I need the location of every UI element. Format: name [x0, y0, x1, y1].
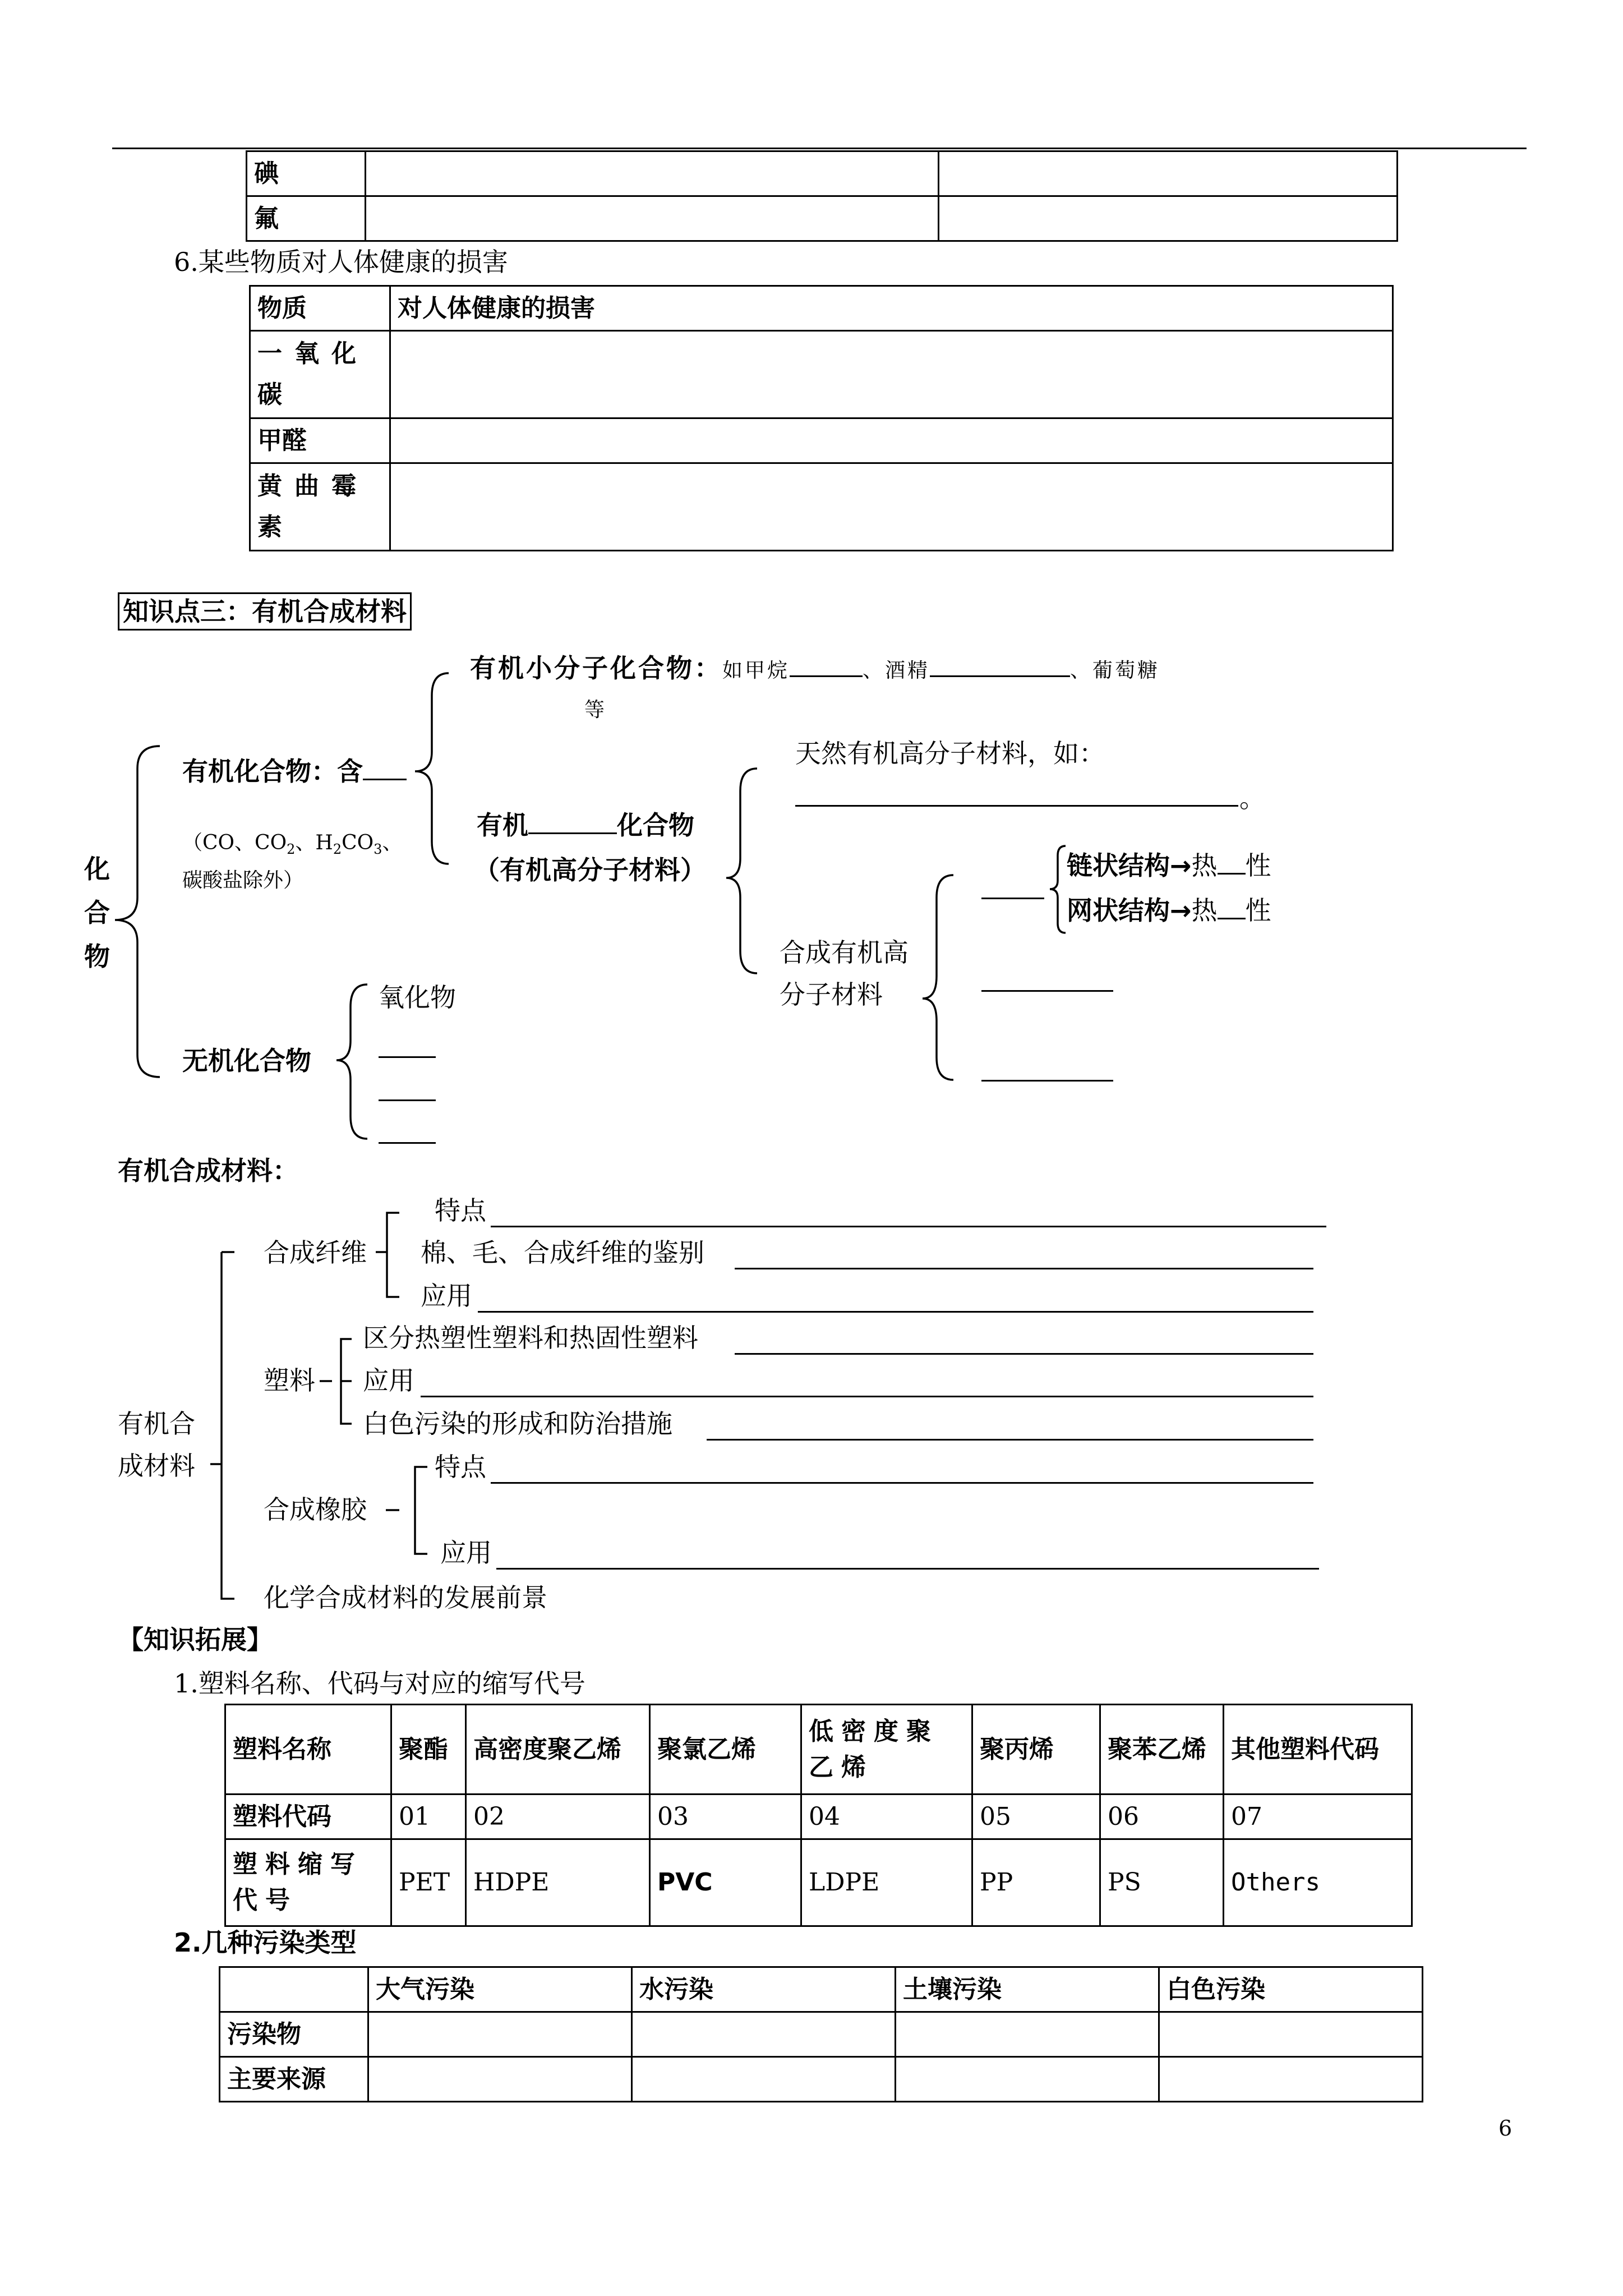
- plastic-code: 06: [1100, 1795, 1224, 1839]
- natural-polymer: 天然有机高分子材料，如：: [795, 738, 1105, 769]
- extension-item2: 2.几种污染类型: [174, 1927, 357, 1958]
- pollution-type: 土壤污染: [896, 1967, 1159, 2012]
- fiber-item-identify: 棉、毛、合成纤维的鉴别: [421, 1237, 704, 1268]
- header-cell: 对人体健康的损害: [390, 286, 1393, 331]
- polymer-blank[interactable]: [528, 832, 617, 834]
- rubber-label: 合成橡胶: [264, 1494, 367, 1525]
- note-part: （CO、CO: [182, 831, 287, 854]
- heat-label: 热: [1191, 850, 1218, 881]
- section6-title: 6.某些物质对人体健康的损害: [174, 247, 508, 277]
- small-molecule-etc: 等: [584, 698, 605, 721]
- cell: [368, 2057, 632, 2102]
- plastic-item-pollution: 白色污染的形成和防治措施: [363, 1409, 672, 1439]
- organic-label: [182, 758, 407, 784]
- plastic-use-blank[interactable]: [421, 1396, 1313, 1397]
- chain-label: 链状结构→: [1067, 850, 1192, 881]
- row-label: 塑料名称: [225, 1705, 391, 1795]
- plastic-code: 07: [1224, 1795, 1412, 1839]
- plastic-abbr: Others: [1224, 1839, 1412, 1926]
- organic-text: 有机化合物：含: [182, 756, 363, 786]
- row-label: 主要来源: [220, 2057, 368, 2102]
- synthetic-materials-title: 有机合成材料：: [118, 1156, 298, 1186]
- synthetic-polymer-2: 分子材料: [780, 979, 883, 1010]
- structure-blank[interactable]: [981, 898, 1044, 899]
- note-sub: 2: [333, 841, 342, 858]
- plastic-code: 04: [801, 1795, 972, 1839]
- rubber-item-use: 应用: [440, 1538, 492, 1568]
- substance-cell: 黄曲霉素: [250, 463, 390, 551]
- row-label: 塑料缩写代号: [225, 1839, 391, 1926]
- fiber-use-blank[interactable]: [478, 1311, 1313, 1313]
- rubber-item-feature: 特点: [435, 1452, 486, 1482]
- inorganic-blank-1[interactable]: [379, 1056, 436, 1058]
- natural-end: 。: [1239, 783, 1265, 813]
- inorganic-blank-3[interactable]: [379, 1142, 436, 1144]
- plastic-name: 聚氯乙烯: [650, 1705, 801, 1795]
- cell: [1159, 2012, 1423, 2057]
- note-sub: 3: [374, 841, 382, 858]
- pollution-type: 大气污染: [368, 1967, 632, 2012]
- pollution-type: 白色污染: [1159, 1967, 1423, 2012]
- cell: [632, 2057, 896, 2102]
- note-sub: 2: [287, 841, 296, 858]
- row-label: 污染物: [220, 2012, 368, 2057]
- note-part: 、H: [295, 831, 333, 854]
- plastic-abbr: HDPE: [466, 1839, 650, 1926]
- cell-name: 碘: [247, 151, 366, 196]
- cell: [368, 2012, 632, 2057]
- synthetic-root-2: 成材料: [118, 1451, 195, 1481]
- extension-item1: 1.塑料名称、代码与对应的缩写代号: [174, 1668, 585, 1699]
- small-molecule-label: 有机小分子化合物：: [470, 653, 722, 683]
- page-number: 6: [1498, 2116, 1513, 2141]
- synthetic-polymer-1: 合成有机高: [780, 937, 909, 968]
- small-molecule-line: [470, 655, 1160, 681]
- plastic-name: 低密度聚乙烯: [801, 1705, 972, 1795]
- pollution-table: [219, 1966, 1423, 2102]
- plastic-item-distinguish: 区分热塑性塑料和热固性塑料: [363, 1323, 698, 1353]
- fiber-item-use: 应用: [421, 1281, 472, 1311]
- network-label: 网状结构→: [1067, 895, 1192, 926]
- synthetic-blank-3[interactable]: [981, 1080, 1113, 1082]
- plastic-name: 高密度聚乙烯: [466, 1705, 650, 1795]
- note-part: CO: [342, 831, 374, 854]
- plastic-distinguish-blank[interactable]: [735, 1353, 1313, 1355]
- cell: [896, 2012, 1159, 2057]
- plastic-abbr: LDPE: [801, 1839, 972, 1926]
- root-label: 化合物: [84, 854, 110, 972]
- chain-blank[interactable]: [1218, 873, 1246, 875]
- plastic-code: 05: [972, 1795, 1100, 1839]
- fiber-identify-blank[interactable]: [735, 1268, 1313, 1269]
- plastic-pollution-blank[interactable]: [707, 1439, 1313, 1441]
- plastic-item-use: 应用: [363, 1365, 414, 1396]
- polymer-text: 化合物: [617, 810, 694, 840]
- rubber-use-blank[interactable]: [496, 1568, 1319, 1570]
- oxide-label: 氧化物: [379, 982, 456, 1013]
- chain-structure: [1067, 850, 1271, 881]
- plastic-code: 03: [650, 1795, 801, 1839]
- blank-alcohol[interactable]: [930, 675, 1070, 677]
- cell: [632, 2012, 896, 2057]
- note-part: 、: [382, 831, 403, 854]
- pollution-type: 水污染: [632, 1967, 896, 2012]
- plastic-name: 其他塑料代码: [1224, 1705, 1412, 1795]
- header-cell: 物质: [250, 286, 390, 331]
- blank-methane[interactable]: [790, 675, 863, 677]
- rubber-feature-blank[interactable]: [491, 1482, 1313, 1484]
- substance-cell: 甲醛: [250, 418, 390, 463]
- future-label: 化学合成材料的发展前景: [264, 1582, 547, 1613]
- plastic-abbr: PVC: [650, 1839, 801, 1926]
- polymer-text: 有机: [477, 810, 528, 840]
- network-structure: [1067, 895, 1271, 926]
- cell-name: 氟: [247, 196, 366, 241]
- heat-label: 热: [1191, 895, 1218, 926]
- polymer-sub: （有机高分子材料）: [474, 855, 706, 885]
- example-alcohol: 、酒精: [863, 659, 930, 682]
- plastic-name: 聚丙烯: [972, 1705, 1100, 1795]
- substance-cell: 一氧化碳: [250, 331, 390, 418]
- plastic-code: 02: [466, 1795, 650, 1839]
- row-label: 塑料代码: [225, 1795, 391, 1839]
- plastic-abbr: PET: [391, 1839, 466, 1926]
- network-blank[interactable]: [1218, 918, 1246, 919]
- synthetic-blank-2[interactable]: [981, 990, 1113, 992]
- plastic-name: 聚苯乙烯: [1100, 1705, 1224, 1795]
- cell: [1159, 2057, 1423, 2102]
- extension-title: 【知识拓展】: [118, 1625, 273, 1655]
- cell: [896, 2057, 1159, 2102]
- prop-label: 性: [1245, 850, 1271, 881]
- natural-blank[interactable]: [795, 805, 1238, 807]
- fiber-item-feature: 特点: [435, 1195, 486, 1226]
- plastic-label: 塑料: [264, 1365, 315, 1396]
- inorganic-blank-2[interactable]: [379, 1099, 436, 1101]
- fiber-label: 合成纤维: [264, 1237, 367, 1268]
- corner-cell: [220, 1967, 368, 2012]
- organic-blank[interactable]: [363, 779, 407, 780]
- fiber-feature-blank[interactable]: [491, 1226, 1326, 1227]
- plastic-code: 01: [391, 1795, 466, 1839]
- plastic-abbr: PS: [1100, 1839, 1224, 1926]
- polymer-label: [477, 812, 694, 838]
- plastic-name: 聚酯: [391, 1705, 466, 1795]
- organic-note-2: 碳酸盐除外）: [182, 869, 304, 892]
- example-methane: 如甲烷: [722, 659, 790, 682]
- inorganic-label: 无机化合物: [182, 1046, 311, 1076]
- plastic-abbr: PP: [972, 1839, 1100, 1926]
- prop-label: 性: [1245, 895, 1271, 926]
- example-glucose: 、葡萄糖: [1070, 659, 1160, 682]
- plastics-table: [224, 1704, 1413, 1927]
- knowledge3-title: 知识点三：有机合成材料: [118, 592, 412, 631]
- synthetic-root-1: 有机合: [118, 1409, 195, 1439]
- organic-note: [182, 833, 402, 856]
